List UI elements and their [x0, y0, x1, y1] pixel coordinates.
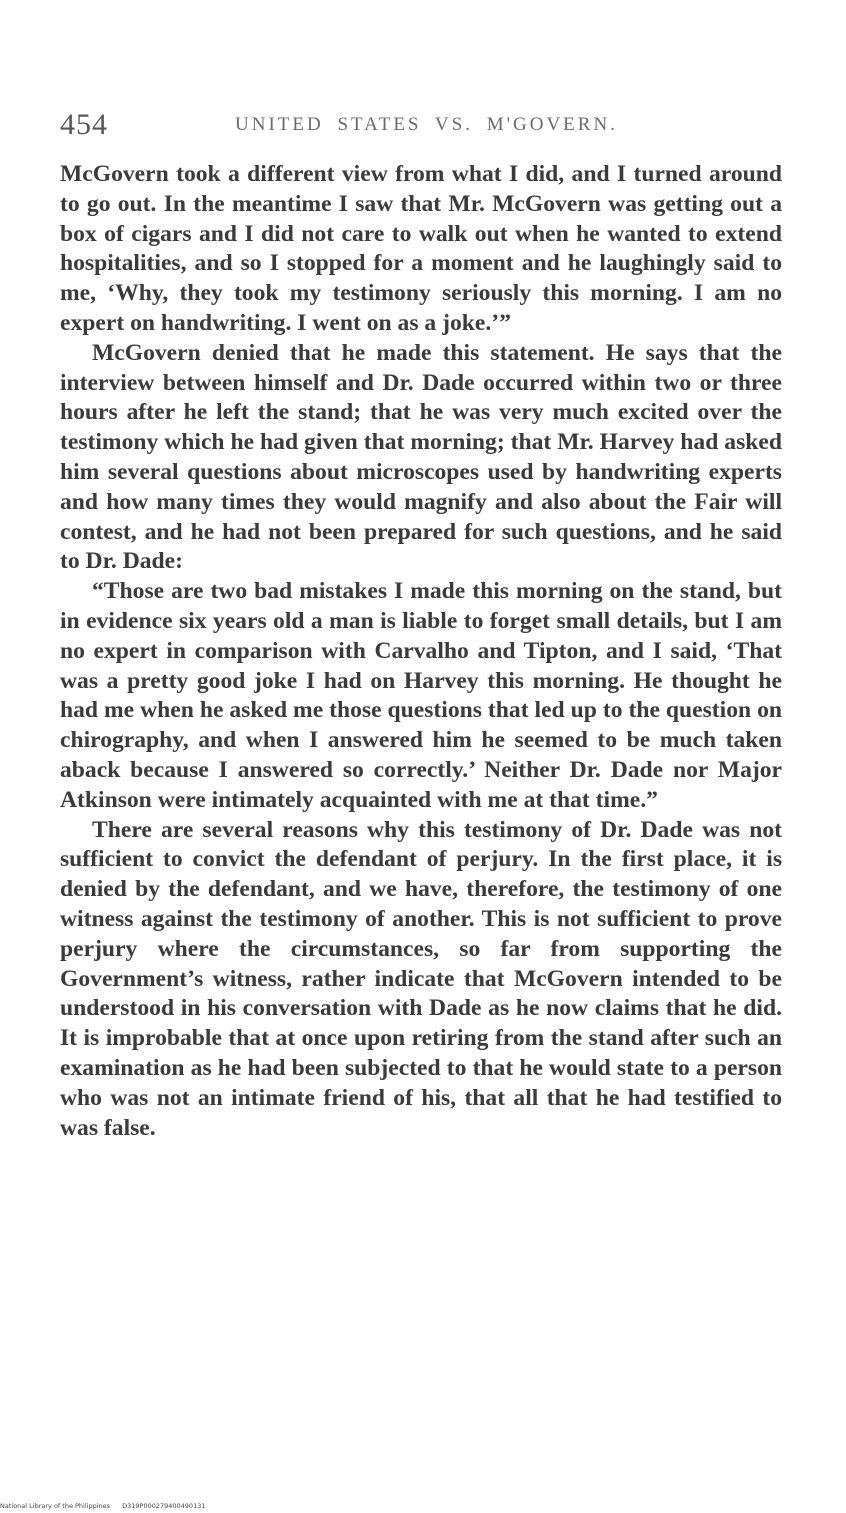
paragraph-continuation: McGovern took a different view from what I did, and I turned around to go out. In the meantime I saw that Mr. McGovern was getting out a box of cigars and I did not care to walk out when he wanted to extend hospitalities, and so I stopped for a moment and he laughingly said to me, ‘Why, they took my testimony seriously this morning. I am no expert on handwriting. I went on as a joke.’” — [60, 161, 782, 336]
footer-identifier: D319P000279400490131 — [122, 1502, 206, 1510]
scan-footer — [0, 1502, 215, 1510]
footer-library: National Library of the Philippines — [0, 1502, 111, 1510]
body-text — [60, 160, 782, 1143]
running-head: UNITED STATES VS. M'GOVERN. — [235, 114, 618, 135]
page-header — [60, 108, 780, 148]
paragraph-reasons: There are several reasons why this testimony of Dr. Dade was not sufficient to convict the defendant of perjury. In the first place, it is denied by the defendant, and we have, therefore, the testimony of one witness against the testimony of another. This is not sufficient to prove perjury where the circumstances, so far from supporting the Government’s witness, rather indicate that McGovern intended to be understood in his conversation with Dade as he now claims that he did. It is improbable that at once upon retiring from the stand after such an examination as he had been subjected to that he would state to a person who was not an intimate friend of his, that all that he had testified to was false. — [60, 816, 782, 1141]
page-number: 454 — [60, 108, 108, 141]
paragraph-quotation: “Those are two bad mistakes I made this morning on the stand, but in evidence six years old a man is liable to forget small details, but I am no expert in comparison with Carvalho and Tipton, and I said, ‘That was a pretty good joke I had on Harvey this morning. He thought he had me when he asked me those questions that led up to the question on chirography, and when I answered him he seemed to be much taken aback because I answered so correctly.’ Neither Dr. Dade nor Major Atkinson were intimately acquainted with me at that time.” — [60, 578, 782, 813]
paragraph-denial: McGovern denied that he made this statement. He says that the interview between himself and Dr. Dade occurred within two or three hours after he left the stand; that he was very much excited over the testimony which he had given that morning; that Mr. Harvey had asked him several questions about microscopes used by handwriting experts and how many times they would magnify and also about the Fair will contest, and he had not been prepared for such questions, and he said to Dr. Dade: — [60, 339, 782, 575]
